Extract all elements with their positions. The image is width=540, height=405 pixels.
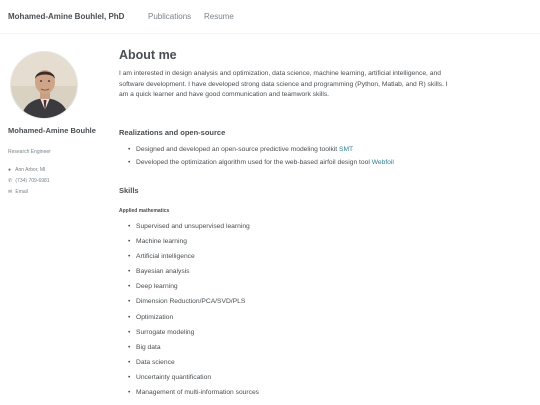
avatar xyxy=(10,51,78,119)
phone-text: (734) 709-6981 xyxy=(15,178,50,184)
realizations-heading: Realizations and open-source xyxy=(119,128,226,137)
author-name: Mohamed-Amine Bouhle xyxy=(8,126,96,135)
nav-publications[interactable]: Publications xyxy=(148,12,192,21)
email-text: Email xyxy=(15,189,28,195)
list-item: • Deep learning xyxy=(128,283,259,298)
author-email-link[interactable] xyxy=(8,189,28,195)
list-item: • Machine learning xyxy=(128,238,259,253)
list-item: • Uncertainty quantification xyxy=(128,374,259,389)
list-item: • Bayesian analysis xyxy=(128,268,259,283)
author-bio: Research Engineer xyxy=(8,149,51,155)
location-text: Ann Arbor, MI xyxy=(15,167,46,173)
skills-heading: Skills xyxy=(119,186,139,195)
list-item xyxy=(128,146,394,159)
masthead xyxy=(0,0,540,34)
list-item: • Dimension Reduction/PCA/SVD/PLS xyxy=(128,298,259,313)
list-item: • Big data xyxy=(128,344,259,359)
list-item: • Optimization xyxy=(128,314,259,329)
author-phone[interactable] xyxy=(8,178,50,184)
envelope-icon: ✉ xyxy=(8,189,13,195)
list-item: • Data science xyxy=(128,359,259,374)
about-paragraph: I am interested in design analysis and optimization, data science, machine learning, artificial intelligence, and software development. I have developed strong data science and programming (Python, Matlab, and R) skills. I am a quick learner and have good communication and teamwork skills. xyxy=(119,70,448,98)
nav-resume[interactable]: Resume xyxy=(204,12,234,21)
list-item: • Management of multi-information sources xyxy=(128,389,259,404)
author-location xyxy=(8,167,45,173)
site-title-link[interactable]: Mohamed-Amine Bouhlel, PhD xyxy=(8,12,125,21)
webfoil-link[interactable]: Webfoil xyxy=(371,159,394,166)
phone-icon: ✆ xyxy=(8,178,13,184)
list-item: • Supervised and unsupervised learning xyxy=(128,223,259,238)
smt-link[interactable]: SMT xyxy=(339,146,354,153)
map-marker-icon: ● xyxy=(8,167,12,173)
skills-subheading: Applied mathematics xyxy=(119,208,170,214)
page-title: About me xyxy=(119,48,177,62)
realization-text: Developed the optimization algorithm used for the web-based airfoil design tool xyxy=(136,159,372,166)
list-item xyxy=(128,159,394,172)
list-item: • Surrogate modeling xyxy=(128,329,259,344)
realization-text: Designed and developed an open-source predictive modeling toolkit xyxy=(136,146,339,153)
skills-list xyxy=(128,223,259,404)
list-item: • Artificial intelligence xyxy=(128,253,259,268)
realizations-list xyxy=(128,146,394,172)
avatar-photo xyxy=(11,52,78,119)
